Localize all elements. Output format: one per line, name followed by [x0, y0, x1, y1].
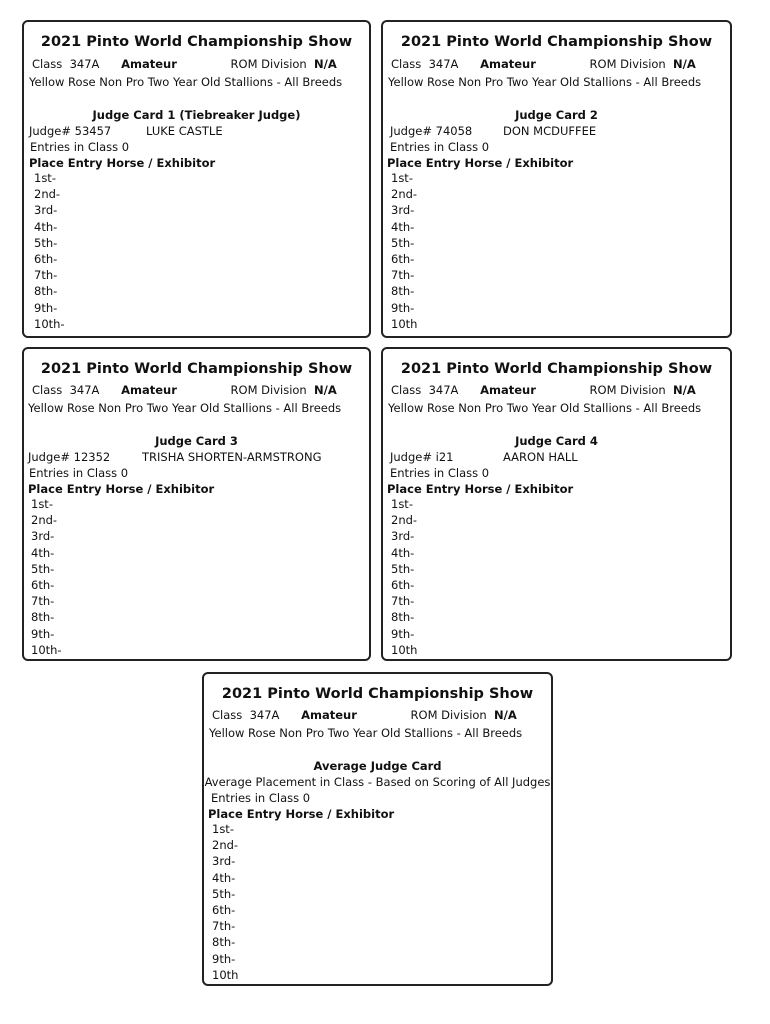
place-row: 5th-: [31, 561, 55, 576]
place-row: 8th-: [391, 610, 415, 625]
class-number: 347A: [69, 57, 100, 71]
class-label: Class: [391, 57, 422, 71]
place-row: 6th-: [34, 252, 58, 267]
judge-card-title: Judge Card 4: [515, 434, 598, 448]
place-row: 6th-: [391, 578, 415, 593]
place-row: 8th-: [391, 284, 415, 299]
place-row: 1st-: [391, 171, 413, 185]
average-note: Average Placement in Class - Based on Scoring of All Judges: [204, 775, 551, 789]
placings-header: Place Entry Horse / Exhibitor: [28, 482, 215, 496]
place-row: 4th-: [391, 219, 415, 234]
judge-number: Judge# 74058: [390, 124, 473, 138]
class-name: Yellow Rose Non Pro Two Year Old Stallions - All Breeds: [29, 75, 343, 89]
place-row: 1st-: [391, 497, 413, 511]
entries-in-class: Entries in Class 0: [390, 466, 490, 480]
class-label: Class: [32, 57, 63, 71]
place-row: 4th-: [212, 870, 236, 885]
rom-value: N/A: [314, 57, 337, 71]
placings-list: [391, 496, 417, 658]
place-row: 2nd-: [391, 513, 418, 528]
judge-name: DON MCDUFFEE: [503, 124, 597, 138]
show-title: 2021 Pinto World Championship Show: [221, 686, 534, 702]
place-row: 4th-: [34, 219, 58, 234]
judge-card-4: [381, 347, 732, 661]
show-title: 2021 Pinto World Championship Show: [400, 361, 713, 377]
place-row: 7th-: [391, 594, 415, 609]
judge-number: Judge# i21: [390, 450, 454, 464]
place-row: 1st-: [34, 171, 56, 185]
place-row: 10th-: [34, 316, 65, 331]
place-row: 5th-: [391, 235, 415, 250]
class-number: 347A: [69, 383, 100, 397]
place-row: 3rd-: [391, 203, 415, 218]
level: Amateur: [121, 57, 177, 71]
place-row: 5th-: [34, 235, 58, 250]
placings-list: [31, 496, 62, 658]
place-row: 3rd-: [31, 529, 55, 544]
place-row: 8th-: [34, 284, 58, 299]
place-row: 1st-: [31, 497, 53, 511]
judge-card-title: Average Judge Card: [313, 759, 442, 773]
placings-list: [34, 170, 65, 332]
show-title: 2021 Pinto World Championship Show: [40, 361, 353, 377]
judge-card-2: [381, 20, 732, 338]
place-row: 2nd-: [212, 838, 239, 853]
place-row: 10th: [391, 316, 418, 331]
class-name: Yellow Rose Non Pro Two Year Old Stallions - All Breeds: [388, 75, 702, 89]
class-row: [32, 57, 337, 71]
show-title: 2021 Pinto World Championship Show: [400, 34, 713, 50]
place-row: 3rd-: [212, 854, 236, 869]
place-row: 6th-: [391, 252, 415, 267]
rom-label: ROM Division: [230, 383, 307, 397]
class-label: Class: [212, 708, 243, 722]
placings-header: Place Entry Horse / Exhibitor: [29, 156, 216, 170]
placings-list: [391, 170, 417, 332]
class-name: Yellow Rose Non Pro Two Year Old Stallions - All Breeds: [388, 401, 702, 415]
judge-card-3: [22, 347, 371, 661]
class-name: Yellow Rose Non Pro Two Year Old Stallions - All Breeds: [209, 726, 523, 740]
class-label: Class: [391, 383, 422, 397]
entries-in-class: Entries in Class 0: [30, 140, 130, 154]
placings-header: Place Entry Horse / Exhibitor: [387, 156, 574, 170]
place-row: 9th-: [391, 626, 415, 641]
place-row: 9th-: [34, 300, 58, 315]
judge-card-title: Judge Card 3: [155, 434, 238, 448]
place-row: 6th-: [31, 578, 55, 593]
class-name: Yellow Rose Non Pro Two Year Old Stallions - All Breeds: [28, 401, 342, 415]
placings-header: Place Entry Horse / Exhibitor: [208, 807, 395, 821]
place-row: 3rd-: [391, 529, 415, 544]
class-row: [212, 708, 517, 722]
class-number: 347A: [249, 708, 280, 722]
entries-in-class: Entries in Class 0: [390, 140, 490, 154]
class-row: [32, 383, 337, 397]
place-row: 7th-: [31, 594, 55, 609]
placings-list: [212, 821, 238, 983]
place-row: 9th-: [391, 300, 415, 315]
class-row: [391, 383, 696, 397]
entries-in-class: Entries in Class 0: [211, 791, 311, 805]
place-row: 7th-: [34, 268, 58, 283]
level: Amateur: [480, 383, 536, 397]
class-number: 347A: [428, 383, 459, 397]
judge-number: Judge# 53457: [29, 124, 112, 138]
place-row: 9th-: [31, 626, 55, 641]
judge-card-title: Judge Card 2: [515, 108, 598, 122]
place-row: 7th-: [391, 268, 415, 283]
place-row: 2nd-: [31, 513, 58, 528]
place-row: 3rd-: [34, 203, 58, 218]
place-row: 2nd-: [391, 187, 418, 202]
place-row: 4th-: [31, 545, 55, 560]
place-row: 5th-: [212, 886, 236, 901]
judge-number: Judge# 12352: [28, 450, 111, 464]
place-row: 8th-: [31, 610, 55, 625]
place-row: 10th: [212, 967, 239, 982]
rom-value: N/A: [673, 57, 696, 71]
placings-header: Place Entry Horse / Exhibitor: [387, 482, 574, 496]
judge-card-1: [22, 20, 371, 338]
place-row: 1st-: [212, 822, 234, 836]
rom-label: ROM Division: [230, 57, 307, 71]
average-judge-card: [202, 672, 553, 986]
place-row: 10th: [391, 642, 418, 657]
show-title: 2021 Pinto World Championship Show: [40, 34, 353, 50]
place-row: 6th-: [212, 903, 236, 918]
place-row: 8th-: [212, 935, 236, 950]
level: Amateur: [480, 57, 536, 71]
place-row: 7th-: [212, 919, 236, 934]
class-row: [391, 57, 696, 71]
entries-in-class: Entries in Class 0: [29, 466, 129, 480]
class-label: Class: [32, 383, 63, 397]
place-row: 5th-: [391, 561, 415, 576]
rom-label: ROM Division: [589, 57, 666, 71]
rom-label: ROM Division: [410, 708, 487, 722]
judge-name: AARON HALL: [503, 450, 578, 464]
rom-label: ROM Division: [589, 383, 666, 397]
class-number: 347A: [428, 57, 459, 71]
level: Amateur: [301, 708, 357, 722]
place-row: 9th-: [212, 951, 236, 966]
place-row: 4th-: [391, 545, 415, 560]
place-row: 10th-: [31, 642, 62, 657]
judge-card-title: Judge Card 1 (Tiebreaker Judge): [92, 108, 301, 122]
rom-value: N/A: [494, 708, 517, 722]
rom-value: N/A: [314, 383, 337, 397]
judge-name: LUKE CASTLE: [146, 124, 223, 138]
level: Amateur: [121, 383, 177, 397]
judge-name: TRISHA SHORTEN-ARMSTRONG: [142, 450, 322, 464]
rom-value: N/A: [673, 383, 696, 397]
place-row: 2nd-: [34, 187, 61, 202]
